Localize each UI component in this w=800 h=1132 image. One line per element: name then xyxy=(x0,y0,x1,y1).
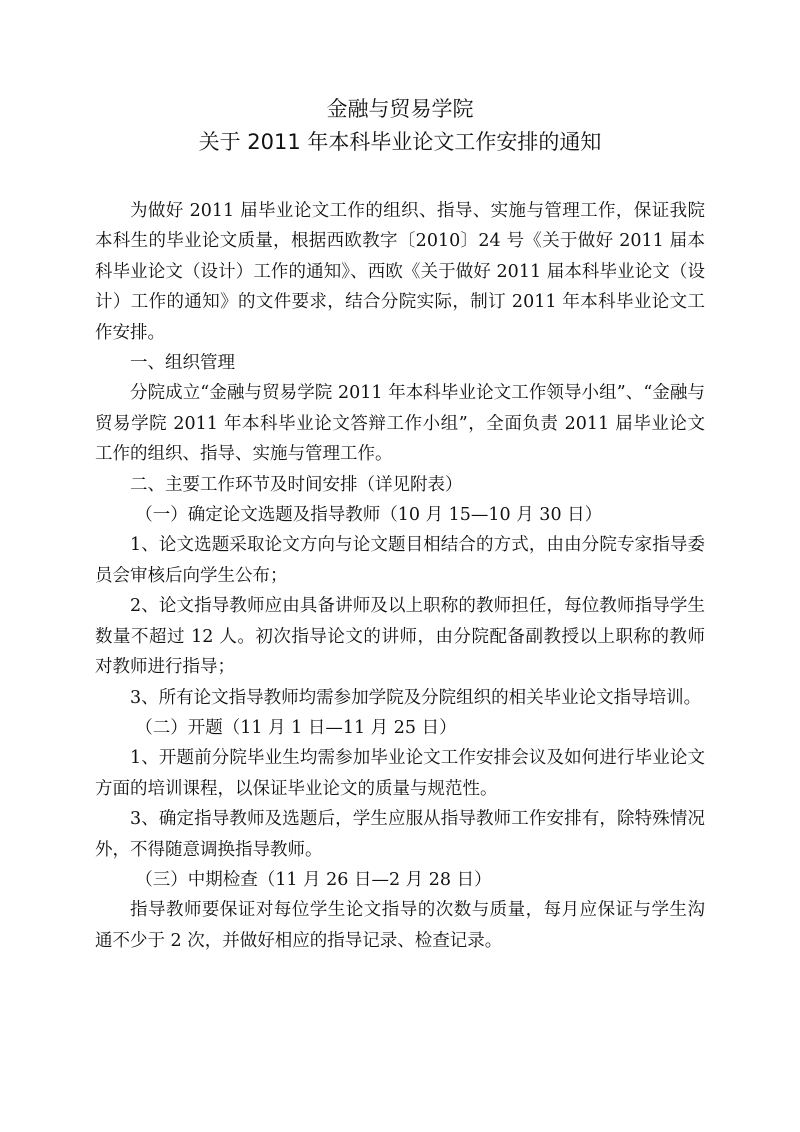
paragraph-proposal-item-3: 3、确定指导教师及选题后，学生应服从指导教师工作安排有，除特殊情况外，不得随意调换指导教师。 xyxy=(95,809,705,860)
paragraph-topic-item-1: 1、论文选题采取论文方向与论文题目相结合的方式，由由分院专家指导委员会审核后向学生公布； xyxy=(95,535,705,586)
paragraph-midterm: 指导教师要保证对每位学生论文指导的次数与质量，每月应保证与学生沟通不少于 2 次，并做好相应的指导记录、检查记录。 xyxy=(95,900,705,951)
section-heading-schedule: 二、主要工作环节及时间安排（详见附表） xyxy=(130,474,463,495)
paragraph-topic-item-2: 2、论文指导教师应由具备讲师及以上职称的教师担任，每位教师指导学生数量不超过 12 人。初次指导论文的讲师，由分院配备副教授以上职称的教师对教师进行指导； xyxy=(95,596,705,678)
paragraph-intro: 为做好 2011 届毕业论文工作的组织、指导、实施与管理工作，保证我院本科生的毕业论文质量，根据西欧教字〔2010〕24 号《关于做好 2011 届本科毕业论文（设计）工作的通知》、西欧《关于做好 2011 届本科毕业论文（设计）工作的通知》的文件要求，结合分院实际，制订 2011 年本科毕业论文工作安排。 xyxy=(95,201,705,343)
paragraph-topic-item-3: 3、所有论文指导教师均需参加学院及分院组织的相关毕业论文指导培训。 xyxy=(130,687,702,708)
document-title-line2: 关于 2011 年本科毕业论文工作安排的通知 xyxy=(198,130,602,154)
section-heading-organization: 一、组织管理 xyxy=(130,353,235,374)
paragraph-proposal-item-1: 1、开题前分院毕业生均需参加毕业论文工作安排会议及如何进行毕业论文方面的培训课程，以保证毕业论文的质量与规范性。 xyxy=(95,748,705,799)
subsection-heading-midterm: （三）中期检查（11 月 26 日—2 月 28 日） xyxy=(135,869,492,890)
document-body xyxy=(95,196,705,956)
subsection-heading-proposal: （二）开题（11 月 1 日—11 月 25 日） xyxy=(135,717,457,738)
subsection-heading-topic-selection: （一）确定论文选题及指导教师（10 月 15—10 月 30 日） xyxy=(135,505,603,526)
paragraph-organization: 分院成立“金融与贸易学院 2011 年本科毕业论文工作领导小组”、“金融与贸易学院 2011 年本科毕业论文答辩工作小组”，全面负责 2011 届毕业论文工作的组织、指导、实施与管理工作。 xyxy=(95,383,705,465)
document-title-line1: 金融与贸易学院 xyxy=(326,97,474,121)
